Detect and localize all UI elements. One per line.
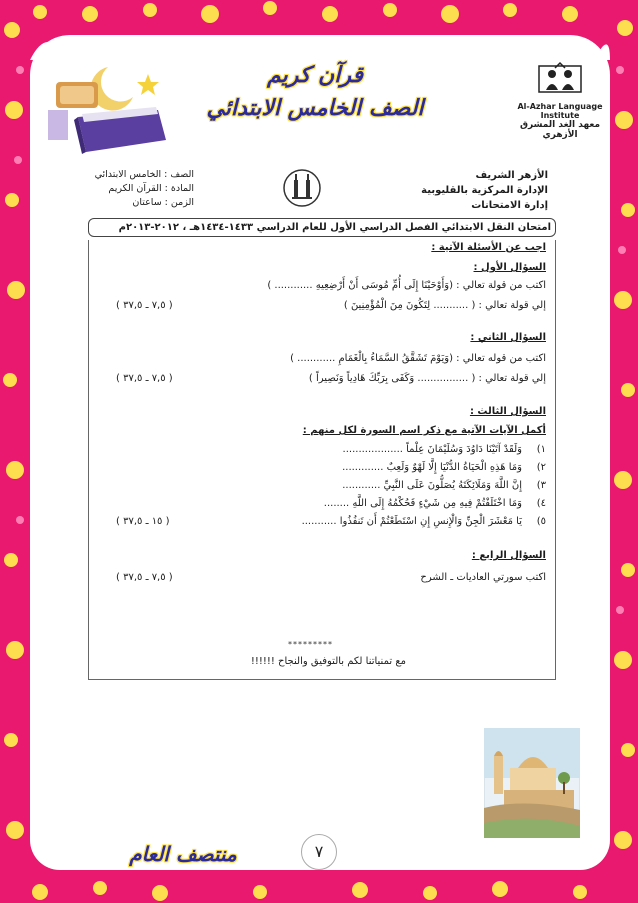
authority-line: الإدارة المركزية بالقليوبية [421, 185, 548, 196]
question-4-line: اكتب سورتي العاديات ـ الشرح [420, 572, 546, 583]
separator-stars: ********* [288, 640, 333, 649]
closing-wish: مع تمنياتنا لكم بالتوفيق والنجاح !!!!!! [250, 656, 406, 667]
question-3-item [342, 462, 546, 473]
question-3-item [302, 516, 546, 527]
info-line: المادة : القرآن الكريم [108, 183, 194, 194]
subject-title: قرآن كريم [267, 62, 363, 88]
exam-header-authority [418, 168, 548, 213]
question-2-line: اكتب من قوله تعالي : (وَيَوْمَ تَشَقَّقُ السَّمَاءُ بِالْغَمَامِ ............ ) [290, 353, 546, 364]
footer-term-title: منتصف العام [129, 842, 237, 866]
item-text: وَمَا هَذِهِ الْحَيَاةُ الدُّنْيَا إِلَّا لَهْوٌ وَلَعِبٌ ............. [342, 462, 522, 473]
azhar-emblem-icon [282, 168, 322, 208]
question-1-line: إلي قولة تعالي : ( ........... لِتَكُونَ مِنَ الْمُؤْمِنِينَ ) [343, 300, 546, 311]
question-1-score: ( ٧,٥ ـ ٣٧,٥ ) [116, 300, 173, 311]
item-text: إِنَّ اللَّهَ وَمَلَائِكَتَهُ يُصَلُّونَ عَلَى النَّبِيِّ ............ [342, 480, 522, 491]
question-4-score: ( ٧,٥ ـ ٣٧,٥ ) [116, 572, 173, 583]
info-line: الصف : الخامس الابتدائي [94, 169, 194, 180]
question-3-instruction: أكمل الآيات الآتية مع ذكر اسم السورة لكل منهم : [302, 425, 546, 436]
authority-line: إدارة الامتحانات [471, 200, 548, 211]
item-number: ٥) [536, 516, 546, 527]
grade-title: الصف الخامس الابتدائي [206, 95, 424, 121]
item-number: ١) [536, 444, 546, 455]
institute-name-english: Al-Azhar Language Institute [517, 102, 603, 120]
quran-book-illustration [38, 62, 178, 162]
item-number: ٤) [536, 498, 546, 509]
question-3-heading: السؤال الثالث : [469, 406, 546, 417]
exam-title: امتحان النقل الابتدائي الفصل الدراسي الأول للعام الدراسي ١٤٣٣-١٤٣٤هـ ، ٢٠١٢-٢٠١٣م [88, 218, 556, 237]
institute-logo-block [505, 60, 615, 140]
info-line: الزمن : ساعتان [132, 197, 194, 208]
item-number: ٣) [536, 480, 546, 491]
question-3-item [343, 444, 546, 455]
scalloped-top-border [30, 20, 610, 60]
question-1-heading: السؤال الأول : [473, 262, 546, 273]
question-4-heading: السؤال الرابع : [471, 550, 546, 561]
item-text: وَمَا اخْتَلَفْتُمْ فِيهِ مِن شَيْءٍ فَحُكْمُهُ إِلَى اللَّهِ ........ [323, 498, 522, 509]
mosque-village-illustration [484, 728, 580, 838]
question-3-score: ( ١٥ ـ ٣٧,٥ ) [116, 516, 170, 527]
instruction: اجب عن الأسئلة الآتية : [431, 242, 546, 253]
exam-sheet [88, 160, 556, 680]
question-3-item [324, 498, 546, 509]
question-2-heading: السؤال الثاني : [470, 332, 546, 343]
authority-line: الأزهر الشريف [475, 170, 548, 181]
question-1-line: اكتب من قولة تعالي : (وَأَوْحَيْنَا إِلَى أُمِّ مُوسَى أَنْ أَرْضِعِيهِ ............ ) [267, 280, 546, 291]
institute-logo-icon [535, 60, 585, 96]
question-2-line: إلي قولة تعالي : ( ................ وَكَفَى بِرَبِّكَ هَادِياً وَنَصِيراً ) [308, 373, 546, 384]
item-text: يَا مَعْشَرَ الْجِنِّ وَالْإِنسِ إِنِ اسْتَطَعْتُمْ أَن تَنفُذُوا ........... [301, 516, 522, 527]
question-3-item [342, 480, 546, 491]
item-number: ٢) [536, 462, 546, 473]
page-number: ٧ [301, 834, 337, 870]
item-text: وَلَقَدْ آتَيْنَا دَاوُدَ وَسُلَيْمَانَ عِلْماً ................... [342, 444, 522, 455]
question-2-score: ( ٧,٥ ـ ٣٧,٥ ) [116, 373, 173, 384]
exam-header-info [94, 168, 194, 210]
institute-name-arabic: معهد الغد المشرق الأزهري [519, 120, 601, 140]
